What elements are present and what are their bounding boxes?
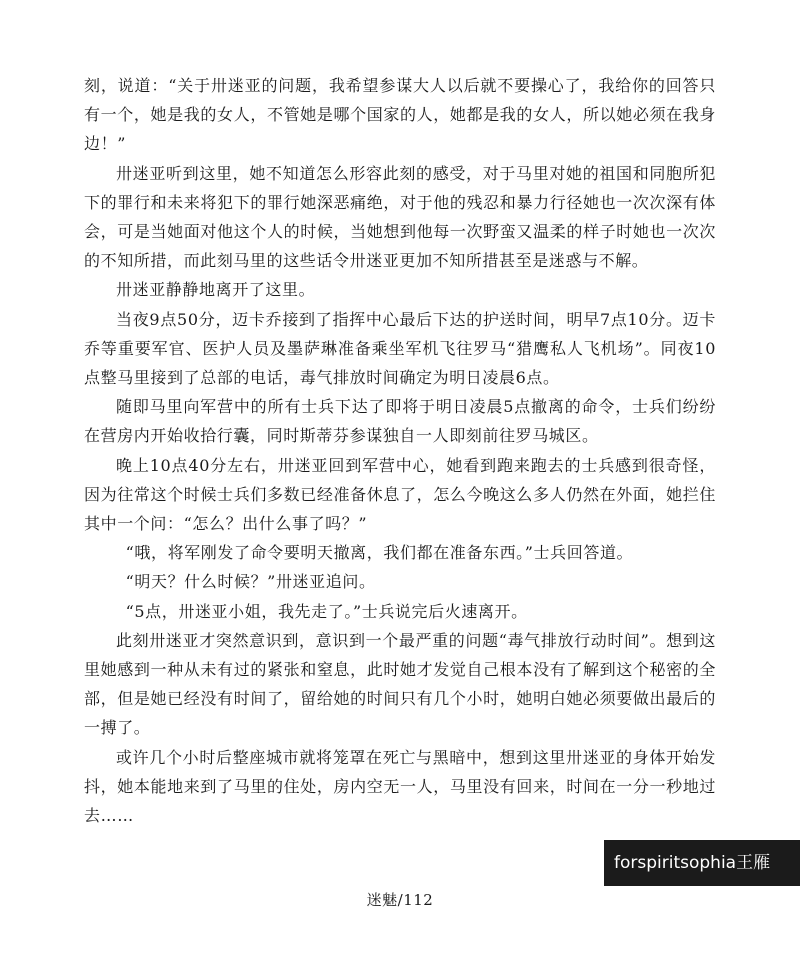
paragraph: 晚上10点40分左右，卅迷亚回到军营中心，她看到跑来跑去的士兵感到很奇怪，因为往常这个时候士兵们多数已经准备休息了，怎么今晚这么多人仍然在外面，她拦住其中一个问：“怎么？出什么事了吗？”: [84, 455, 716, 534]
paragraph: 刻，说道：“关于卅迷亚的问题，我希望参谋大人以后就不要操心了，我给你的回答只有一个，她是我的女人，不管她是哪个国家的人，她都是我的女人，所以她必须在我身边！”: [84, 76, 716, 154]
paragraph: 当夜9点50分，迈卡乔接到了指挥中心最后下达的护送时间，明早7点10分。迈卡乔等重要军官、医护人员及墨萨琳准备乘坐军机飞往罗马“猎鹰私人飞机场”。同夜10点整马里接到了总部的电话，毒气排放时间确定为明日凌晨6点。: [84, 309, 716, 388]
paragraph: 卅迷亚静静地离开了这里。: [116, 280, 316, 300]
paragraph: 或许几个小时后整座城市就将笼罩在死亡与黑暗中，想到这里卅迷亚的身体开始发抖，她本能地来到了马里的住处，房内空无一人，马里没有回来，时间在一分一秒地过去……: [84, 747, 716, 826]
page-body: [84, 71, 716, 830]
paragraph: 随即马里向军营中的所有士兵下达了即将于明日凌晨5点撤离的命令，士兵们纷纷在营房内开始收拾行囊，同时斯蒂芬参谋独自一人即刻前往罗马城区。: [84, 397, 716, 446]
watermark-label: forspiritsophia王雁: [604, 840, 800, 886]
paragraph: “5点，卅迷亚小姐，我先走了。”士兵说完后火速离开。: [125, 601, 528, 621]
paragraph: 卅迷亚听到这里，她不知道怎么形容此刻的感受，对于马里对她的祖国和同胞所犯下的罪行和未来将犯下的罪行她深恶痛绝，对于他的残忍和暴力行径她也一次次深有体会，可是当她面对他这个人的时候，当她想到他每一次野蛮又温柔的样子时她也一次次的不知所措，而此刻马里的这些话令卅迷亚更加不知所措甚至是迷惑与不解。: [84, 163, 716, 271]
paragraph: 此刻卅迷亚才突然意识到，意识到一个最严重的问题“毒气排放行动时间”。想到这里她感到一种从未有过的紧张和窒息，此时她才发觉自己根本没有了解到这个秘密的全部，但是她已经没有时间了，留给她的时间只有几个小时，她明白她必须要做出最后的一搏了。: [84, 630, 716, 738]
page-number: 迷魅/112: [366, 891, 434, 909]
paragraph: “明天？什么时候？”卅迷亚追问。: [125, 572, 376, 592]
paragraph: “哦，将军刚发了命令要明天撤离，我们都在准备东西。”士兵回答道。: [125, 543, 634, 563]
